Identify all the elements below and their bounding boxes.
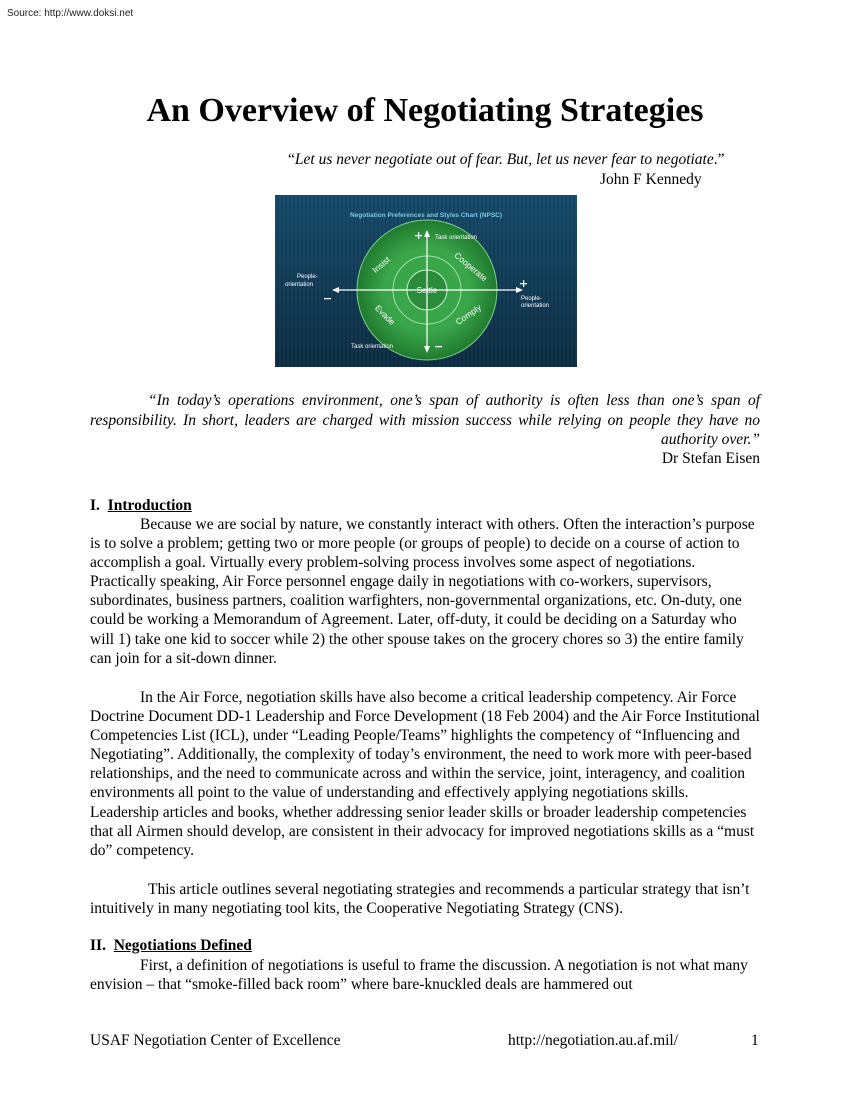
cooperate-label: Cooperate bbox=[452, 250, 490, 284]
document-title: An Overview of Negotiating Strategies bbox=[146, 92, 704, 129]
epigraph-close: .” bbox=[713, 151, 725, 168]
settle-label: Settle bbox=[416, 286, 438, 295]
section-1-title: Introduction bbox=[107, 497, 192, 514]
minus-bottom: − bbox=[434, 340, 444, 353]
plus-top: + bbox=[414, 229, 424, 242]
epigraph-open-quote: “ bbox=[288, 151, 295, 168]
figure-title: Negotiation Preferences and Styles Chart (NPSC) bbox=[349, 212, 503, 219]
definition-paragraph: First, a definition of negotiations is useful to frame the discussion. A negotiation is not what many envision – that “smoke-filled back room” where bare-knuckled deals are hammered out bbox=[90, 957, 748, 994]
intro-paragraph-2: In the Air Force, negotiation skills have also become a critical leadership competency. Air Force Doctrine Document DD-1 Leadership and Force Development (18 Feb 2004) and the Air Force Institutional Competencies List (ICL), under “Leading People/Teams” highlights the competency of “Influencing and Negotiating”. Additionally, the complexity of today’s environment, the need to work more with peer-based relationships, and the need to communicate across and within the service, joint, interagency, and coalition environments all point to the value of understanding and effectively applying negotiations skills. Leadership articles and books, whether addressing senior leader skills or broader leadership competencies that all Airmen should develop, are consistent in their advocacy for improved negotiations skills as a “must do” competency. bbox=[90, 689, 760, 859]
section-1-heading bbox=[90, 497, 192, 515]
right-axis-label-2: orientation bbox=[521, 303, 550, 309]
bottom-axis-label: Task orientation bbox=[351, 344, 394, 350]
section-2-heading bbox=[90, 937, 252, 955]
left-axis-label-2: orientation bbox=[285, 282, 314, 288]
footer-organization: USAF Negotiation Center of Excellence bbox=[90, 1032, 341, 1049]
evade-label: Evade bbox=[373, 302, 398, 327]
footer-url[interactable]: http://negotiation.au.af.mil/ bbox=[508, 1032, 679, 1049]
intro-paragraph-1: Because we are social by nature, we constantly interact with others. Often the interaction’s purpose is to solve a problem; getting two or more people (or groups of people) to decide on a course of action to accomplish a goal. Virtually every problem-solving process involves some aspect of negotiations. Practically speaking, Air Force personnel engage daily in negotiations with co-workers, supervisors, subordinates, business partners, coalition warfighters, non-governmental organizations, etc. On-duty, one could be working a Memorandum of Agreement. Later, off-duty, it could be deciding on a Saturday who will 1) take one kid to soccer while 2) the other spouse takes on the grocery chores so 3) the entire family can join for a sit-down dinner. bbox=[90, 516, 755, 667]
insist-label: Insist bbox=[370, 254, 392, 275]
eisen-author: Dr Stefan Eisen bbox=[661, 450, 760, 467]
left-axis-label-1: People- bbox=[297, 274, 318, 280]
eisen-quote: “In today’s operations environment, one’s span of authority is often less than one’s span of responsibility. In short, leaders are charged with mission success while relying on people they have no authority over.” bbox=[90, 392, 760, 448]
epigraph-author: John F Kennedy bbox=[600, 171, 702, 188]
section-2-number: II. bbox=[90, 937, 106, 954]
epigraph-quote bbox=[288, 151, 725, 169]
npsc-figure bbox=[275, 195, 577, 367]
comply-label: Comply bbox=[453, 302, 483, 327]
intro-paragraph-3: This article outlines several negotiating strategies and recommends a particular strategy that isn’t intuitively in many negotiating tool kits, the Cooperative Negotiating Strategy (CNS). bbox=[90, 881, 750, 918]
top-axis-label: Task orientation bbox=[435, 235, 478, 241]
minus-left: − bbox=[323, 292, 333, 305]
right-axis-label-1: People- bbox=[521, 296, 542, 302]
section-1-number: I. bbox=[90, 497, 100, 514]
plus-right: + bbox=[519, 277, 529, 290]
source-note: Source: http://www.doksi.net bbox=[7, 8, 134, 19]
section-2-title: Negotiations Defined bbox=[113, 937, 252, 954]
epigraph-text: Let us never negotiate out of fear. But, let us never fear to negotiate bbox=[294, 151, 714, 168]
page-number: 1 bbox=[751, 1032, 759, 1049]
